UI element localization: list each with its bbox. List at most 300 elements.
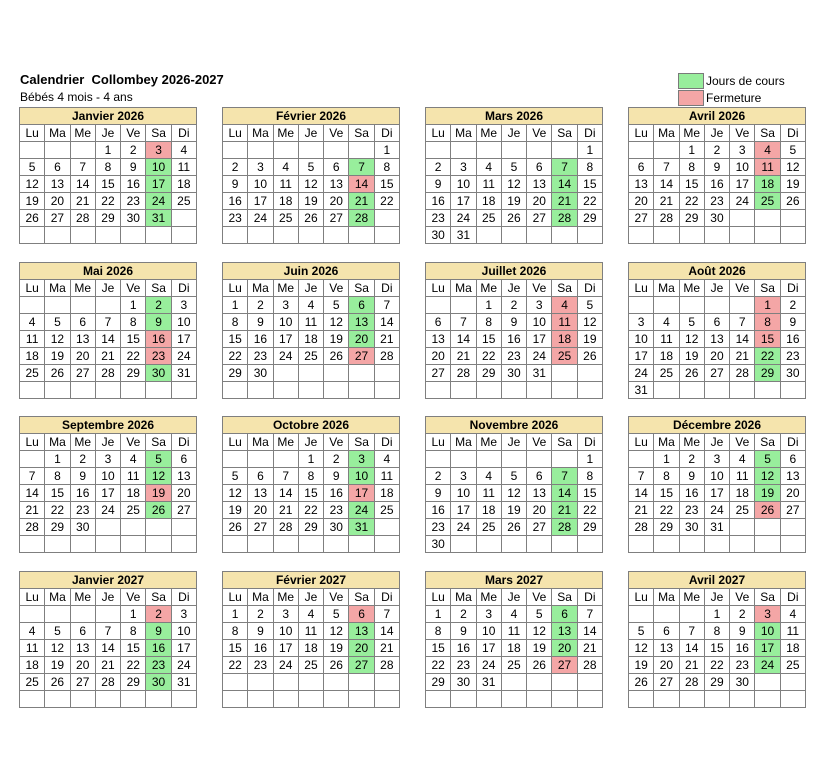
- empty-cell: [374, 227, 399, 244]
- day-cell: 2: [426, 159, 451, 176]
- weekday-header: Je: [298, 434, 323, 451]
- day-cell: 9: [730, 623, 755, 640]
- month-title: Mars 2026: [426, 108, 603, 125]
- day-cell: 3: [146, 142, 171, 159]
- empty-cell: [223, 536, 248, 553]
- day-cell: 15: [577, 485, 602, 502]
- week-row: [629, 536, 806, 553]
- day-cell: 22: [426, 657, 451, 674]
- weekday-header: Di: [780, 434, 805, 451]
- day-cell: 3: [248, 159, 273, 176]
- day-cell: 20: [349, 640, 374, 657]
- weekday-header: Di: [374, 434, 399, 451]
- day-cell: 29: [679, 210, 704, 227]
- closed-swatch: [678, 90, 704, 106]
- week-row: [426, 468, 603, 485]
- day-cell: 15: [426, 640, 451, 657]
- day-cell: 20: [704, 348, 729, 365]
- month-calendar: [222, 262, 400, 399]
- day-cell: 20: [171, 485, 196, 502]
- day-cell: 28: [273, 519, 298, 536]
- day-cell: 4: [476, 159, 501, 176]
- day-cell: 24: [476, 657, 501, 674]
- day-cell: 11: [780, 623, 805, 640]
- weekday-header: Me: [273, 589, 298, 606]
- weekday-header: Di: [577, 434, 602, 451]
- day-cell: 2: [324, 451, 349, 468]
- day-cell: 17: [349, 485, 374, 502]
- week-row: [223, 606, 400, 623]
- empty-cell: [45, 227, 70, 244]
- empty-cell: [704, 382, 729, 399]
- day-cell: 25: [298, 657, 323, 674]
- weekday-header: Me: [476, 589, 501, 606]
- day-cell: 30: [704, 210, 729, 227]
- empty-cell: [476, 451, 501, 468]
- week-row: [426, 485, 603, 502]
- day-cell: 9: [146, 623, 171, 640]
- week-row: [20, 519, 197, 536]
- weekday-header: Sa: [146, 125, 171, 142]
- empty-cell: [679, 536, 704, 553]
- day-cell: 31: [476, 674, 501, 691]
- day-cell: 6: [629, 159, 654, 176]
- week-row: [20, 227, 197, 244]
- day-cell: 14: [552, 485, 577, 502]
- day-cell: 24: [730, 193, 755, 210]
- weekday-header: Me: [679, 125, 704, 142]
- day-cell: 19: [780, 176, 805, 193]
- day-cell: 19: [223, 502, 248, 519]
- week-row: [426, 297, 603, 314]
- empty-cell: [298, 691, 323, 708]
- day-cell: 24: [527, 348, 552, 365]
- empty-cell: [248, 382, 273, 399]
- day-cell: 10: [349, 468, 374, 485]
- day-cell: 11: [476, 176, 501, 193]
- day-cell: 23: [248, 657, 273, 674]
- empty-cell: [324, 142, 349, 159]
- day-cell: 6: [349, 606, 374, 623]
- week-row: [223, 382, 400, 399]
- day-cell: 12: [780, 159, 805, 176]
- empty-cell: [45, 536, 70, 553]
- day-cell: 20: [527, 193, 552, 210]
- day-cell: 7: [679, 623, 704, 640]
- day-cell: 7: [552, 468, 577, 485]
- day-cell: 3: [273, 297, 298, 314]
- empty-cell: [70, 536, 95, 553]
- empty-cell: [552, 674, 577, 691]
- empty-cell: [121, 382, 146, 399]
- empty-cell: [527, 142, 552, 159]
- day-cell: 22: [577, 193, 602, 210]
- day-cell: 16: [426, 502, 451, 519]
- weekday-header: Sa: [146, 434, 171, 451]
- day-cell: 4: [501, 606, 526, 623]
- day-cell: 27: [527, 210, 552, 227]
- month-calendar: [222, 107, 400, 244]
- day-cell: 10: [451, 176, 476, 193]
- day-cell: 12: [146, 468, 171, 485]
- day-cell: 12: [679, 331, 704, 348]
- day-cell: 12: [45, 640, 70, 657]
- week-row: [20, 623, 197, 640]
- week-row: [20, 348, 197, 365]
- empty-cell: [654, 382, 679, 399]
- empty-cell: [527, 536, 552, 553]
- day-cell: 2: [223, 159, 248, 176]
- day-cell: 16: [501, 331, 526, 348]
- day-cell: 17: [451, 193, 476, 210]
- day-cell: 29: [577, 210, 602, 227]
- day-cell: 7: [730, 314, 755, 331]
- empty-cell: [70, 142, 95, 159]
- day-cell: 6: [70, 314, 95, 331]
- empty-cell: [577, 227, 602, 244]
- day-cell: 29: [298, 519, 323, 536]
- day-cell: 3: [273, 606, 298, 623]
- week-row: [426, 176, 603, 193]
- day-cell: 16: [780, 331, 805, 348]
- weekday-header: Je: [298, 280, 323, 297]
- weekday-header: Sa: [755, 434, 780, 451]
- day-cell: 28: [349, 210, 374, 227]
- day-cell: 18: [501, 640, 526, 657]
- course-swatch: [678, 73, 704, 89]
- day-cell: 27: [780, 502, 805, 519]
- empty-cell: [70, 382, 95, 399]
- week-row: [20, 640, 197, 657]
- month-calendar: [222, 571, 400, 708]
- day-cell: 24: [146, 193, 171, 210]
- month-title: Mars 2027: [426, 572, 603, 589]
- day-cell: 22: [95, 193, 120, 210]
- empty-cell: [374, 691, 399, 708]
- day-cell: 27: [552, 657, 577, 674]
- day-cell: 19: [146, 485, 171, 502]
- day-cell: 15: [654, 485, 679, 502]
- day-cell: 30: [501, 365, 526, 382]
- empty-cell: [121, 227, 146, 244]
- empty-cell: [527, 451, 552, 468]
- month-title: Janvier 2026: [20, 108, 197, 125]
- day-cell: 16: [223, 193, 248, 210]
- day-cell: 27: [171, 502, 196, 519]
- day-cell: 28: [577, 657, 602, 674]
- empty-cell: [324, 382, 349, 399]
- day-cell: 24: [171, 657, 196, 674]
- weekday-header: Je: [298, 589, 323, 606]
- empty-cell: [730, 382, 755, 399]
- day-cell: 23: [426, 210, 451, 227]
- day-cell: 10: [273, 314, 298, 331]
- day-cell: 16: [730, 640, 755, 657]
- day-cell: 24: [755, 657, 780, 674]
- day-cell: 26: [146, 502, 171, 519]
- weekday-header: Di: [780, 280, 805, 297]
- day-cell: 28: [95, 674, 120, 691]
- empty-cell: [223, 451, 248, 468]
- day-cell: 6: [527, 468, 552, 485]
- empty-cell: [629, 451, 654, 468]
- month-title: Février 2026: [223, 108, 400, 125]
- day-cell: 28: [552, 519, 577, 536]
- day-cell: 26: [501, 210, 526, 227]
- day-cell: 23: [451, 657, 476, 674]
- empty-cell: [501, 691, 526, 708]
- empty-cell: [374, 382, 399, 399]
- day-cell: 30: [146, 365, 171, 382]
- week-row: [223, 485, 400, 502]
- week-row: [629, 623, 806, 640]
- empty-cell: [755, 382, 780, 399]
- empty-cell: [679, 297, 704, 314]
- weekday-header: Lu: [629, 434, 654, 451]
- empty-cell: [552, 227, 577, 244]
- week-row: [20, 331, 197, 348]
- day-cell: 13: [45, 176, 70, 193]
- empty-cell: [146, 536, 171, 553]
- empty-cell: [629, 297, 654, 314]
- day-cell: 5: [146, 451, 171, 468]
- day-cell: 23: [704, 193, 729, 210]
- day-cell: 8: [223, 623, 248, 640]
- day-cell: 21: [679, 657, 704, 674]
- day-cell: 29: [426, 674, 451, 691]
- day-cell: 18: [755, 176, 780, 193]
- day-cell: 26: [324, 657, 349, 674]
- day-cell: 25: [730, 502, 755, 519]
- weekday-header: Me: [476, 280, 501, 297]
- weekday-header: Di: [374, 589, 399, 606]
- empty-cell: [679, 691, 704, 708]
- day-cell: 17: [248, 193, 273, 210]
- day-cell: 2: [70, 451, 95, 468]
- day-cell: 24: [629, 365, 654, 382]
- month-title: Septembre 2026: [20, 417, 197, 434]
- day-cell: 17: [476, 640, 501, 657]
- weekday-header: Sa: [755, 125, 780, 142]
- day-cell: 28: [730, 365, 755, 382]
- day-cell: 5: [45, 623, 70, 640]
- empty-cell: [298, 227, 323, 244]
- day-cell: 16: [704, 176, 729, 193]
- day-cell: 9: [780, 314, 805, 331]
- day-cell: 28: [679, 674, 704, 691]
- week-row: [426, 210, 603, 227]
- day-cell: 21: [70, 193, 95, 210]
- month-calendar: [19, 571, 197, 708]
- day-cell: 28: [451, 365, 476, 382]
- weekday-header: Lu: [426, 280, 451, 297]
- day-cell: 23: [679, 502, 704, 519]
- weekday-header: Ve: [121, 434, 146, 451]
- empty-cell: [730, 691, 755, 708]
- month-calendar: [425, 416, 603, 553]
- day-cell: 24: [349, 502, 374, 519]
- day-cell: 14: [20, 485, 45, 502]
- weekday-header: Lu: [20, 125, 45, 142]
- day-cell: 19: [501, 502, 526, 519]
- empty-cell: [121, 519, 146, 536]
- day-cell: 14: [349, 176, 374, 193]
- day-cell: 30: [70, 519, 95, 536]
- day-cell: 24: [248, 210, 273, 227]
- empty-cell: [451, 451, 476, 468]
- day-cell: 25: [171, 193, 196, 210]
- empty-cell: [223, 142, 248, 159]
- week-row: [629, 210, 806, 227]
- empty-cell: [273, 365, 298, 382]
- legend-label-courses: Jours de cours: [706, 73, 785, 88]
- day-cell: 23: [426, 519, 451, 536]
- empty-cell: [298, 536, 323, 553]
- weekday-header: Lu: [629, 125, 654, 142]
- week-row: [629, 468, 806, 485]
- empty-cell: [730, 227, 755, 244]
- empty-cell: [95, 227, 120, 244]
- day-cell: 19: [501, 193, 526, 210]
- day-cell: 27: [248, 519, 273, 536]
- day-cell: 27: [349, 657, 374, 674]
- week-row: [629, 674, 806, 691]
- weekday-header: Me: [679, 280, 704, 297]
- day-cell: 6: [70, 623, 95, 640]
- empty-cell: [349, 142, 374, 159]
- weekday-header: Sa: [755, 589, 780, 606]
- empty-cell: [426, 382, 451, 399]
- day-cell: 20: [426, 348, 451, 365]
- week-row: [629, 176, 806, 193]
- week-row: [629, 519, 806, 536]
- day-cell: 16: [248, 640, 273, 657]
- weekday-header: Ve: [730, 125, 755, 142]
- legend-item-closed: [678, 89, 785, 106]
- month-calendar: [425, 571, 603, 708]
- day-cell: 13: [527, 485, 552, 502]
- empty-cell: [704, 297, 729, 314]
- day-cell: 20: [70, 657, 95, 674]
- day-cell: 13: [70, 640, 95, 657]
- empty-cell: [476, 227, 501, 244]
- day-cell: 15: [755, 331, 780, 348]
- empty-cell: [780, 519, 805, 536]
- week-row: [223, 451, 400, 468]
- day-cell: 9: [121, 159, 146, 176]
- week-row: [629, 691, 806, 708]
- day-cell: 14: [95, 331, 120, 348]
- weekday-header: Di: [577, 280, 602, 297]
- day-cell: 25: [273, 210, 298, 227]
- empty-cell: [298, 674, 323, 691]
- empty-cell: [349, 691, 374, 708]
- day-cell: 8: [679, 159, 704, 176]
- empty-cell: [95, 606, 120, 623]
- day-cell: 18: [552, 331, 577, 348]
- weekday-header: Sa: [349, 280, 374, 297]
- day-cell: 4: [374, 451, 399, 468]
- empty-cell: [577, 365, 602, 382]
- week-row: [629, 640, 806, 657]
- empty-cell: [552, 691, 577, 708]
- empty-cell: [171, 691, 196, 708]
- week-row: [20, 314, 197, 331]
- day-cell: 14: [679, 640, 704, 657]
- month-title: Novembre 2026: [426, 417, 603, 434]
- day-cell: 26: [527, 657, 552, 674]
- day-cell: 7: [95, 623, 120, 640]
- day-cell: 21: [349, 193, 374, 210]
- day-cell: 3: [349, 451, 374, 468]
- day-cell: 5: [324, 297, 349, 314]
- empty-cell: [755, 210, 780, 227]
- day-cell: 8: [121, 314, 146, 331]
- empty-cell: [780, 227, 805, 244]
- month-title: Décembre 2026: [629, 417, 806, 434]
- day-cell: 5: [577, 297, 602, 314]
- week-row: [20, 502, 197, 519]
- empty-cell: [501, 227, 526, 244]
- week-row: [426, 331, 603, 348]
- day-cell: 10: [146, 159, 171, 176]
- day-cell: 23: [780, 348, 805, 365]
- day-cell: 17: [704, 485, 729, 502]
- day-cell: 19: [324, 331, 349, 348]
- day-cell: 11: [552, 314, 577, 331]
- day-cell: 21: [451, 348, 476, 365]
- day-cell: 14: [95, 640, 120, 657]
- empty-cell: [451, 297, 476, 314]
- day-cell: 22: [679, 193, 704, 210]
- day-cell: 3: [730, 142, 755, 159]
- empty-cell: [629, 536, 654, 553]
- empty-cell: [755, 227, 780, 244]
- week-row: [426, 348, 603, 365]
- weekday-header: Lu: [20, 589, 45, 606]
- day-cell: 15: [679, 176, 704, 193]
- day-cell: 22: [121, 348, 146, 365]
- day-cell: 28: [95, 365, 120, 382]
- day-cell: 12: [298, 176, 323, 193]
- day-cell: 21: [629, 502, 654, 519]
- day-cell: 31: [704, 519, 729, 536]
- day-cell: 21: [20, 502, 45, 519]
- week-row: [426, 314, 603, 331]
- day-cell: 30: [451, 674, 476, 691]
- day-cell: 18: [780, 640, 805, 657]
- day-cell: 7: [654, 159, 679, 176]
- empty-cell: [20, 451, 45, 468]
- empty-cell: [654, 536, 679, 553]
- week-row: [20, 468, 197, 485]
- day-cell: 17: [755, 640, 780, 657]
- day-cell: 20: [324, 193, 349, 210]
- day-cell: 7: [349, 159, 374, 176]
- day-cell: 17: [527, 331, 552, 348]
- day-cell: 3: [704, 451, 729, 468]
- day-cell: 1: [679, 142, 704, 159]
- empty-cell: [629, 227, 654, 244]
- empty-cell: [95, 297, 120, 314]
- day-cell: 13: [780, 468, 805, 485]
- weekday-header: Sa: [552, 589, 577, 606]
- empty-cell: [349, 227, 374, 244]
- day-cell: 18: [476, 193, 501, 210]
- day-cell: 5: [780, 142, 805, 159]
- day-cell: 26: [298, 210, 323, 227]
- day-cell: 13: [349, 623, 374, 640]
